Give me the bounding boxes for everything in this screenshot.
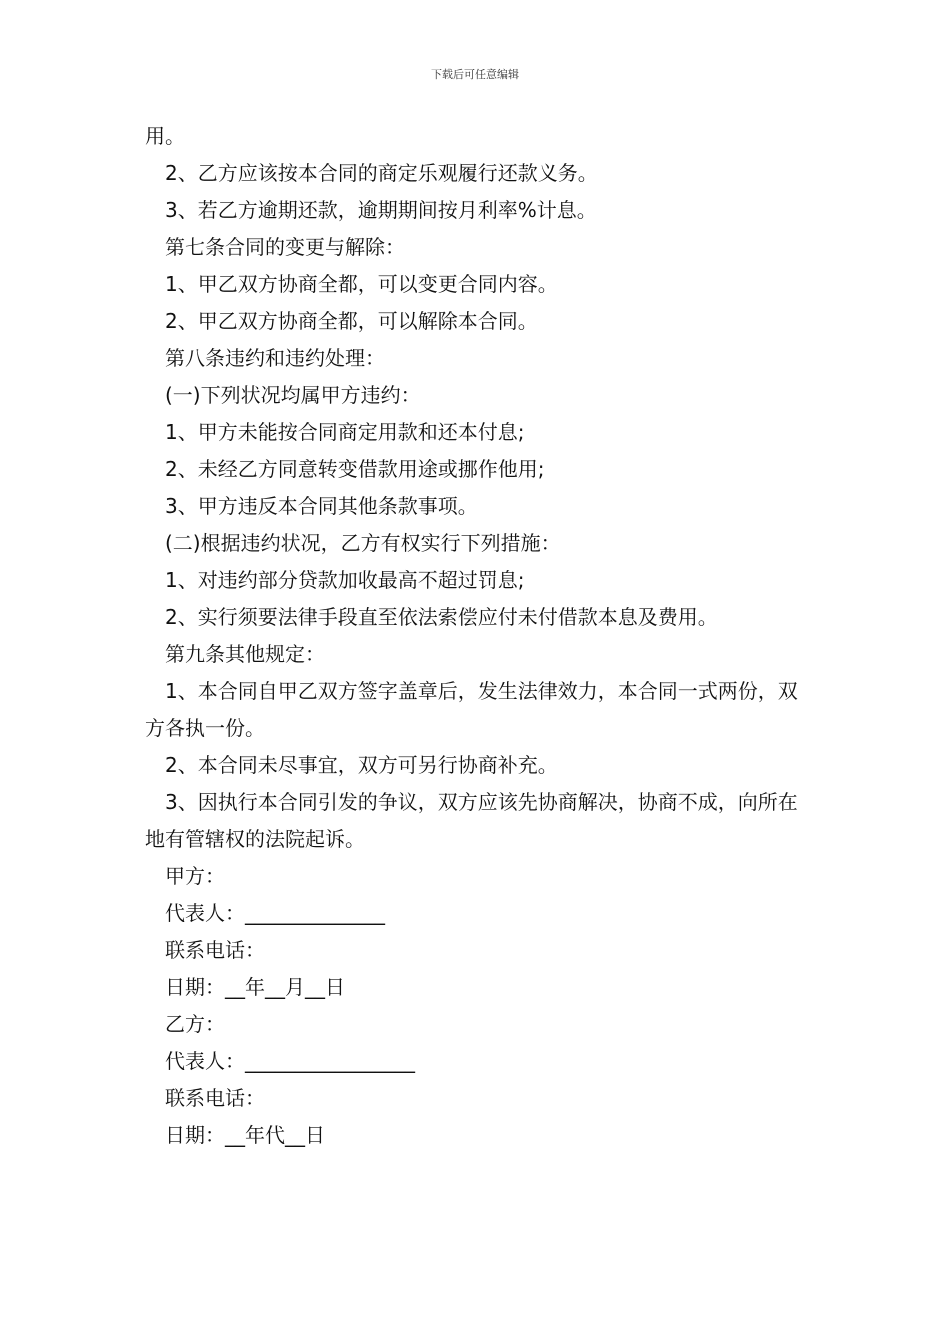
page-header-note: 下载后可任意编辑 (431, 68, 519, 81)
paragraph: (一)下列状况均属甲方违约： (165, 383, 421, 407)
paragraph: 1、甲方未能按合同商定用款和还本付息; (165, 420, 525, 444)
paragraph: 2、实行须要法律手段直至依法索偿应付未付借款本息及费用。 (165, 605, 718, 629)
paragraph: 代表人：_________________ (165, 1049, 415, 1073)
paragraph: 乙方： (165, 1012, 225, 1036)
paragraph: 代表人：______________ (165, 901, 385, 925)
document-body (145, 118, 810, 1154)
paragraph: 2、本合同未尽事宜，双方可另行协商补充。 (165, 753, 558, 777)
paragraph: 第九条其他规定： (165, 642, 325, 666)
paragraph: 3、因执行本合同引发的争议，双方应该先协商解决，协商不成，向所在地有管辖权的法院起诉。 (145, 790, 798, 851)
paragraph: 第七条合同的变更与解除： (165, 235, 405, 259)
paragraph: 1、对违约部分贷款加收最高不超过罚息; (165, 568, 525, 592)
paragraph: 3、若乙方逾期还款，逾期期间按月利率%计息。 (165, 198, 597, 222)
paragraph: 第八条违约和违约处理： (165, 346, 385, 370)
paragraph: 联系电话： (165, 1086, 265, 1110)
paragraph: 2、乙方应该按本合同的商定乐观履行还款义务。 (165, 161, 598, 185)
paragraph: 日期：__年__月__日 (165, 975, 345, 999)
paragraph: 1、甲乙双方协商全都，可以变更合同内容。 (165, 272, 558, 296)
paragraph: 联系电话： (165, 938, 265, 962)
paragraph: (二)根据违约状况，乙方有权实行下列措施： (165, 531, 561, 555)
paragraph: 1、本合同自甲乙双方签字盖章后，发生法律效力，本合同一式两份，双方各执一份。 (145, 679, 798, 740)
paragraph: 2、未经乙方同意转变借款用途或挪作他用; (165, 457, 545, 481)
paragraph: 日期：__年代__日 (165, 1123, 325, 1147)
paragraph: 用。 (145, 124, 185, 148)
paragraph: 甲方： (165, 864, 225, 888)
paragraph: 2、甲乙双方协商全都，可以解除本合同。 (165, 309, 538, 333)
paragraph: 3、甲方违反本合同其他条款事项。 (165, 494, 478, 518)
